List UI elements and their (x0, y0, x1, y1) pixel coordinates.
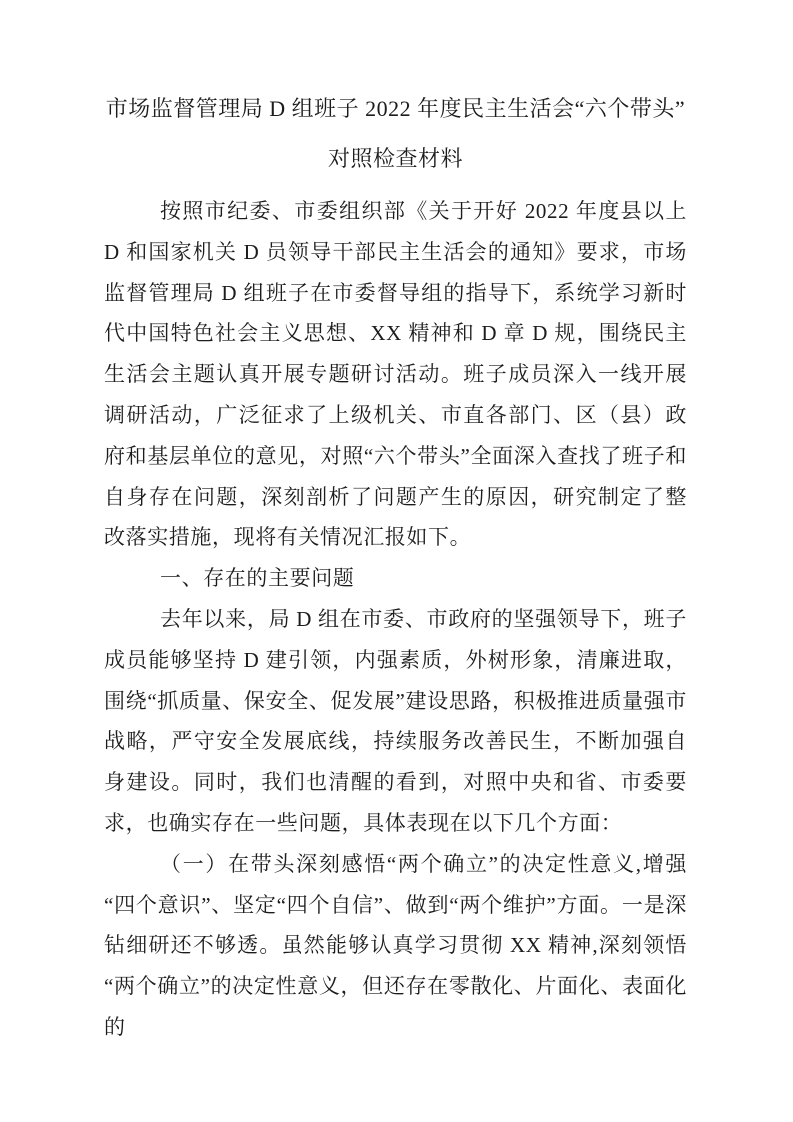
paragraph-overview: 去年以来，局 D 组在市委、市政府的坚强领导下，班子成员能够坚持 D 建引领，内强素质，外树形象，清廉进取，围绕“抓质量、保安全、促发展”建设思路，积极推进质量强市战略，严守安全发展底线，持续服务改善民生，不断加强自身建设。同时，我们也清醒的看到，对照中央和省、市委要求，也确实存在一些问题，具体表现在以下几个方面： (104, 606, 687, 835)
document-title (104, 84, 687, 184)
section-heading-main-problems: 一、存在的主要问题 (160, 566, 355, 591)
document-title-line-2: 对照检查材料 (327, 146, 463, 171)
paragraph-introduction: 按照市纪委、市委组织部《关于开好 2022 年度县以上 D 和国家机关 D 员领导干部民主生活会的通知》要求，市场监督管理局 D 组班子在市委督导组的指导下，系统学习新时代中国特色社会主义思想、XX 精神和 D 章 D 规，围绕民主生活会主题认真开展专题研讨活动。班子成员深入一线开展调研活动，广泛征求了上级机关、市直各部门、区（县）政府和基层单位的意见，对照“六个带头”全面深入查找了班子和自身存在问题，深刻剖析了问题产生的原因，研究制定了整改落实措施，现将有关情况汇报如下。 (104, 199, 687, 550)
document-title-line-1: 市场监督管理局 D 组班子 2022 年度民主生活会“六个带头” (105, 96, 686, 121)
paragraph-item-one: （一）在带头深刻感悟“两个确立”的决定性意义,增强“四个意识”、坚定“四个自信”、做到“两个维护”方面。一是深钻细研还不够透。虽然能够认真学习贯彻 XX 精神,深刻领悟“两个确立”的决定性意义，但还存在零散化、片面化、表面化的 (104, 851, 687, 1039)
